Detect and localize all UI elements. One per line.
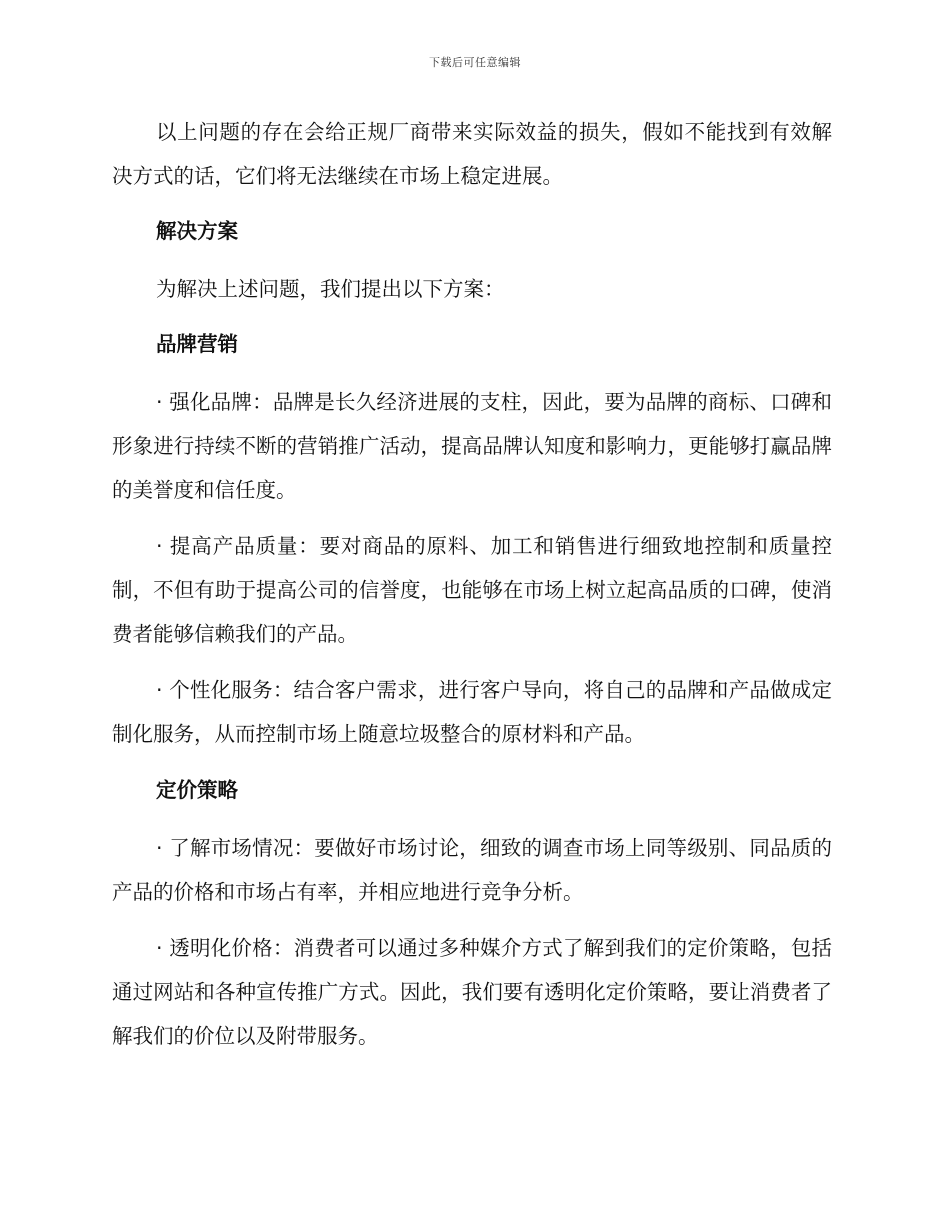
intro-paragraph: 以上问题的存在会给正规厂商带来实际效益的损失，假如不能找到有效解决方式的话，它们将无法继续在市场上稳定进展。 [112, 120, 832, 188]
pricing-item-transparent: · 透明化价格：消费者可以通过多种媒介方式了解到我们的定价策略，包括通过网站和各种宣传推广方式。因此，我们要有透明化定价策略，要让消费者了解我们的价位以及附带服务。 [112, 936, 832, 1048]
document-body [112, 110, 832, 1070]
pricing-strategy-heading: 定价策略 [156, 778, 238, 802]
brand-marketing-heading: 品牌营销 [156, 332, 238, 356]
brand-item-quality: · 提高产品质量：要对商品的原料、加工和销售进行细致地控制和质量控制，不但有助于提高公司的信誉度，也能够在市场上树立起高品质的口碑，使消费者能够信赖我们的产品。 [112, 534, 832, 646]
page-header: 下载后可任意编辑 [429, 56, 521, 69]
brand-item-personalized: · 个性化服务：结合客户需求，进行客户导向，将自己的品牌和产品做成定制化服务，从而控制市场上随意垃圾整合的原材料和产品。 [112, 678, 832, 746]
solution-heading: 解决方案 [156, 219, 238, 243]
pricing-item-market: · 了解市场情况：要做好市场讨论，细致的调查市场上同等级别、同品质的产品的价格和市场占有率，并相应地进行竞争分析。 [112, 836, 832, 904]
solution-intro: 为解决上述问题，我们提出以下方案： [156, 277, 505, 301]
brand-item-strengthen: · 强化品牌：品牌是长久经济进展的支柱，因此，要为品牌的商标、口碑和形象进行持续不断的营销推广活动，提高品牌认知度和影响力，更能够打赢品牌的美誉度和信任度。 [112, 390, 832, 502]
